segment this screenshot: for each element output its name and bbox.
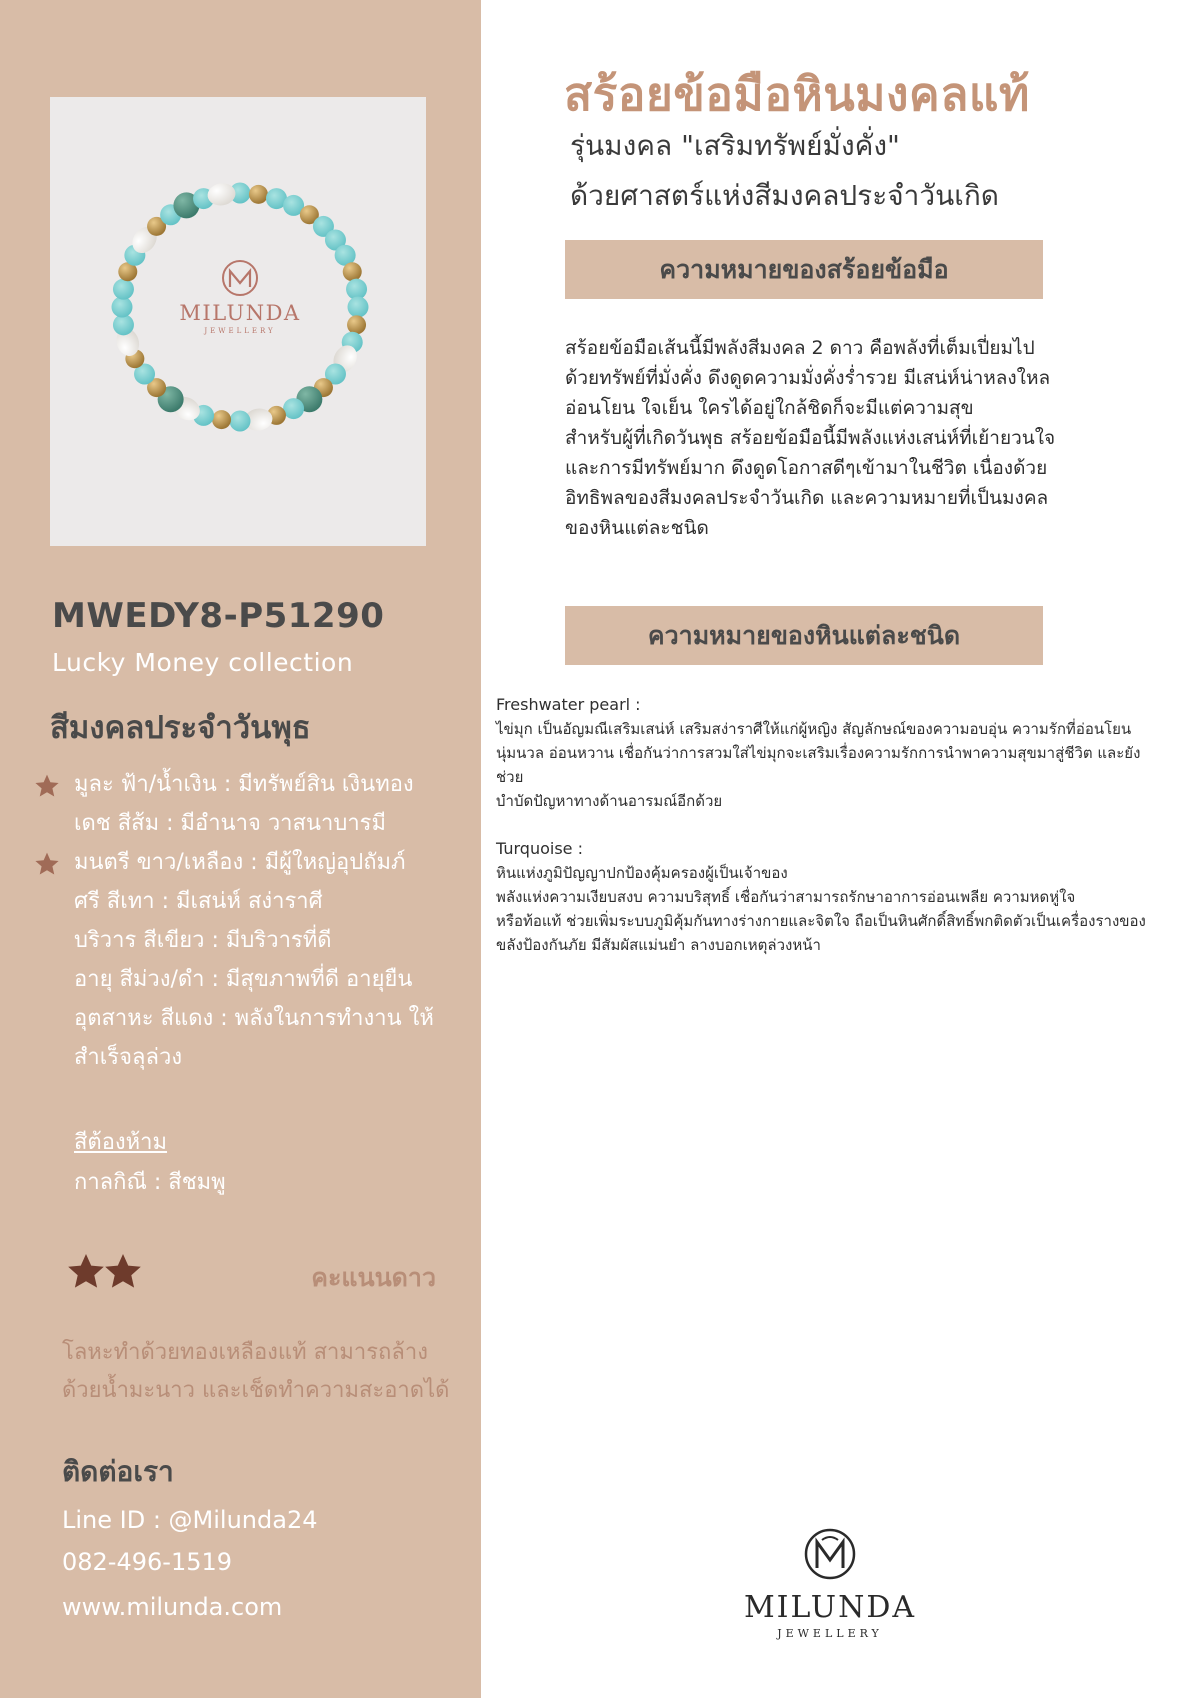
stone-name: Freshwater pearl : [496, 695, 641, 714]
gold-bead [249, 185, 268, 204]
website-link[interactable]: www.milunda.com [62, 1593, 283, 1621]
turquoise-bead [113, 279, 134, 300]
color-item [74, 882, 474, 921]
subtitle: ด้วยศาสตร์แห่งสีมงคลประจำวันเกิด [570, 179, 999, 212]
product-photo [50, 97, 426, 546]
color-item [74, 765, 474, 804]
logo-sub: JEWELLERY [777, 1627, 883, 1640]
stone-line: ขลังป้องกันภัย มีสัมผัสแม่นยำ ลางบอกเหตุล่วงหน้า [496, 936, 821, 954]
stone-descriptions [496, 693, 1166, 957]
gold-bead [212, 410, 231, 429]
color-item [74, 921, 474, 960]
stone-line: บำบัดปัญหาทางด้านอารมณ์อีกด้วย [496, 792, 723, 810]
color-item-text: อายุ สีม่วง/ดำ : มีสุขภาพที่ดี อายุยืน [74, 967, 413, 992]
stone-line: หรือท้อแท้ ช่วยเพิ่มระบบภูมิคุ้มกันทางร่างกายและจิตใจ ถือเป็นหินศักดิ์สิทธิ์พกติดตัวเป็นเครื่องรางของ [496, 912, 1146, 930]
color-item-text: สำเร็จลุล่วง [74, 1045, 183, 1070]
color-item-text: เดช สีส้ม : มีอำนาจ วาสนาบารมี [74, 811, 386, 836]
turquoise-bead [112, 297, 133, 318]
color-item-text: มูละ ฟ้า/น้ำเงิน : มีทรัพย์สิน เงินทอง [74, 772, 414, 797]
sidebar [0, 0, 481, 1698]
forbidden-text: กาลกิณี : สีชมพู [74, 1170, 226, 1195]
rating-stars [66, 1252, 146, 1292]
bracelet-image [50, 97, 426, 546]
section-header-bracelet-meaning: ความหมายของสร้อยข้อมือ [565, 240, 1043, 299]
color-item [74, 804, 474, 843]
photo-logo-sub: JEWELLERY [204, 327, 276, 335]
subtitle: รุ่นมงคล "เสริมทรัพย์มั่งคั่ง" [570, 129, 900, 162]
color-list [74, 765, 474, 1077]
stone-line: ไข่มุก เป็นอัญมณีเสริมเสน่ห์ เสริมสง่าราศีให้แก่ผู้หญิง สัญลักษณ์ของความอบอุ่น ความรักที่อ่อนโยน [496, 720, 1132, 738]
forbidden-title: สีต้องห้าม [74, 1130, 168, 1155]
color-item-text: อุตสาหะ สีแดง : พลังในการทำงาน ให้ [74, 1006, 434, 1031]
turquoise-bead [283, 398, 304, 419]
page-title: สร้อยข้อมือหินมงคลแท้ [564, 67, 1030, 121]
meaning-line: อิทธิพลของสีมงคลประจำวันเกิด และความหมายที่เป็นมงคล [565, 487, 1049, 509]
gold-bead [347, 315, 366, 334]
star-icon [34, 773, 60, 799]
color-item [74, 1038, 474, 1077]
star-rating [66, 1252, 446, 1296]
phone-number: 082-496-1519 [62, 1548, 233, 1576]
color-item [74, 999, 474, 1038]
color-item-text: มนตรี ขาว/เหลือง : มีผู้ใหญ่อุปถัมภ์ [74, 850, 406, 875]
brand-logo [740, 1526, 920, 1640]
day-color-title: สีมงคลประจำวันพุธ [50, 710, 311, 746]
care-line: ด้วยน้ำมะนาว และเช็ดทำความสะอาดได้ [62, 1378, 450, 1403]
gold-bead [343, 262, 362, 281]
color-item [74, 843, 474, 882]
bracelet-meaning [565, 333, 1065, 543]
collection-name: Lucky Money collection [52, 648, 354, 677]
color-item-text: ศรี สีเทา : มีเสน่ห์ สง่าราศี [74, 889, 323, 914]
contact-info [62, 1500, 318, 1629]
line-id: Line ID : @Milunda24 [62, 1506, 318, 1534]
turquoise-bead [230, 411, 251, 432]
section-header-stone-meaning: ความหมายของหินแต่ละชนิด [565, 606, 1043, 665]
rating-label: คะแนนดาว [311, 1263, 436, 1292]
meaning-line: อ่อนโยน ใจเย็น ใครได้อยู่ใกล้ชิดก็จะมีแต่ความสุข [565, 397, 974, 419]
color-item-text: บริวาร สีเขียว : มีบริวารที่ดี [74, 928, 332, 953]
meaning-line: สำหรับผู้ที่เกิดวันพุธ สร้อยข้อมือนี้มีพลังแห่งเสน่ห์ที่เย้ายวนใจ [565, 427, 1056, 449]
stone-line: พลังแห่งความเงียบสงบ ความบริสุทธิ์ เชื่อกันว่าสามารถรักษาอาการอ่อนเพลีย ความหดหู่ใจ [496, 888, 1076, 906]
stone-line: นุ่มนวล อ่อนหวาน เชื่อกันว่าการสวมใส่ไข่มุกจะเสริมเรื่องความรักการนำพาความสุขมาสู่ชีวิต และยังช่วย [496, 744, 1141, 786]
meaning-line: ด้วยทรัพย์ที่มั่งคั่ง ดึงดูดความมั่งคั่งร่ำรวย มีเสน่ห์น่าหลงใหล [565, 367, 1051, 389]
meaning-line: ของหินแต่ละชนิด [565, 517, 709, 539]
meaning-line: และการมีทรัพย์มาก ดึงดูดโอกาสดีๆเข้ามาในชีวิต เนื่องด้วย [565, 457, 1048, 479]
forbidden-color [74, 1123, 226, 1203]
product-code: MWEDY8-P51290 [52, 596, 385, 636]
rating-star-icon [105, 1254, 141, 1288]
photo-logo-brand: MILUNDA [179, 301, 301, 325]
star-icon [34, 851, 60, 877]
rating-star-icon [68, 1254, 104, 1288]
care-instructions [62, 1334, 449, 1410]
logo-brand: MILUNDA [743, 1590, 917, 1625]
contact-title: ติดต่อเรา [62, 1455, 174, 1488]
color-item [74, 960, 474, 999]
turquoise-bead [346, 279, 367, 300]
turquoise-bead [113, 314, 134, 335]
logo-monogram-icon [802, 1526, 858, 1582]
care-line: โลหะทำด้วยทองเหลืองแท้ สามารถล้าง [62, 1340, 428, 1365]
stone-name: Turquoise : [496, 839, 583, 858]
stone-line: หินแห่งภูมิปัญญาปกป้องคุ้มครองผู้เป็นเจ้าของ [496, 864, 788, 882]
meaning-line: สร้อยข้อมือเส้นนี้มีพลังสีมงคล 2 ดาว คือพลังที่เต็มเปี่ยมไป [565, 337, 1035, 359]
turquoise-bead [348, 297, 369, 318]
